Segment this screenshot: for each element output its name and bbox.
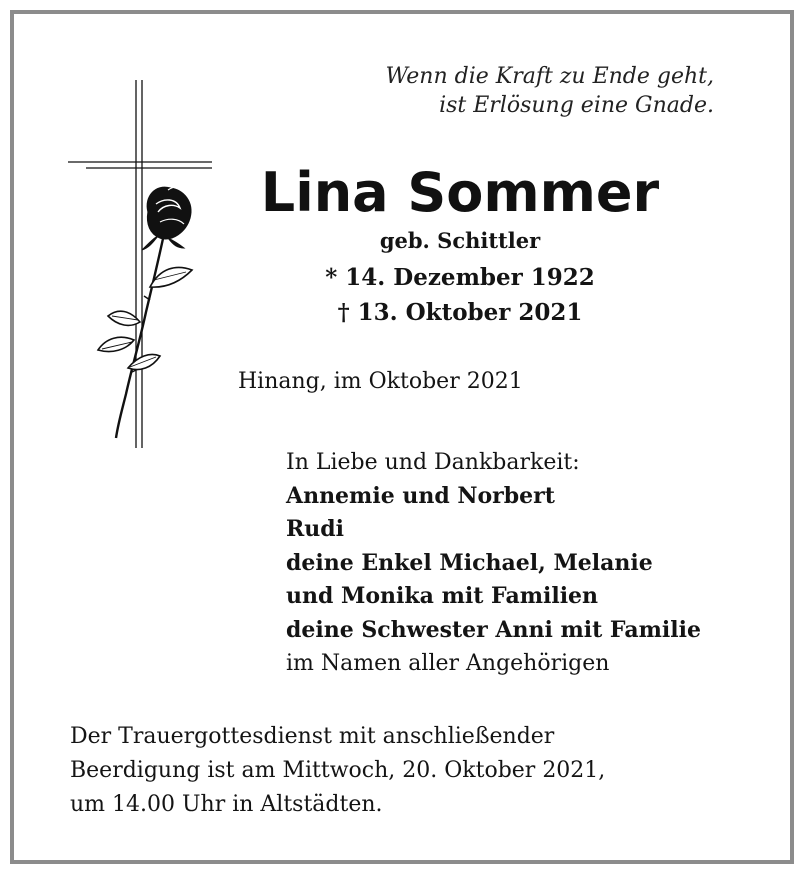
mourner-name: Rudi — [286, 516, 345, 542]
birth-name: geb. Schittler — [379, 228, 541, 253]
deceased-name: Lina Sommer — [260, 161, 660, 224]
service-line-1: Der Trauergottesdienst mit anschließender — [70, 724, 555, 749]
cross-with-rose — [60, 72, 220, 452]
death-date: † 13. Oktober 2021 — [337, 299, 583, 326]
mourners-list — [286, 446, 701, 681]
birth-date: * 14. Dezember 1922 — [325, 264, 595, 291]
cross-icon — [68, 80, 212, 448]
service-line-3: um 14.00 Uhr in Altstädten. — [70, 792, 383, 817]
mourner-name: und Monika mit Familien — [286, 583, 599, 609]
motto — [385, 62, 714, 120]
mourner-name: Annemie und Norbert — [286, 482, 555, 509]
service-info — [70, 720, 605, 822]
mourners-intro: In Liebe und Dankbarkeit: — [286, 450, 580, 475]
mourners-closing: im Namen aller Angehörigen — [286, 651, 610, 676]
motto-line-2: ist Erlösung eine Gnade. — [439, 93, 714, 118]
service-line-2: Beerdigung ist am Mittwoch, 20. Oktober 2021, — [70, 758, 606, 783]
mourner-name: deine Schwester Anni mit Familie — [286, 616, 701, 643]
mourner-name: deine Enkel Michael, Melanie — [286, 549, 653, 576]
place-and-date: Hinang, im Oktober 2021 — [238, 369, 523, 394]
rose-icon — [98, 187, 192, 438]
motto-line-1: Wenn die Kraft zu Ende geht, — [385, 64, 714, 89]
